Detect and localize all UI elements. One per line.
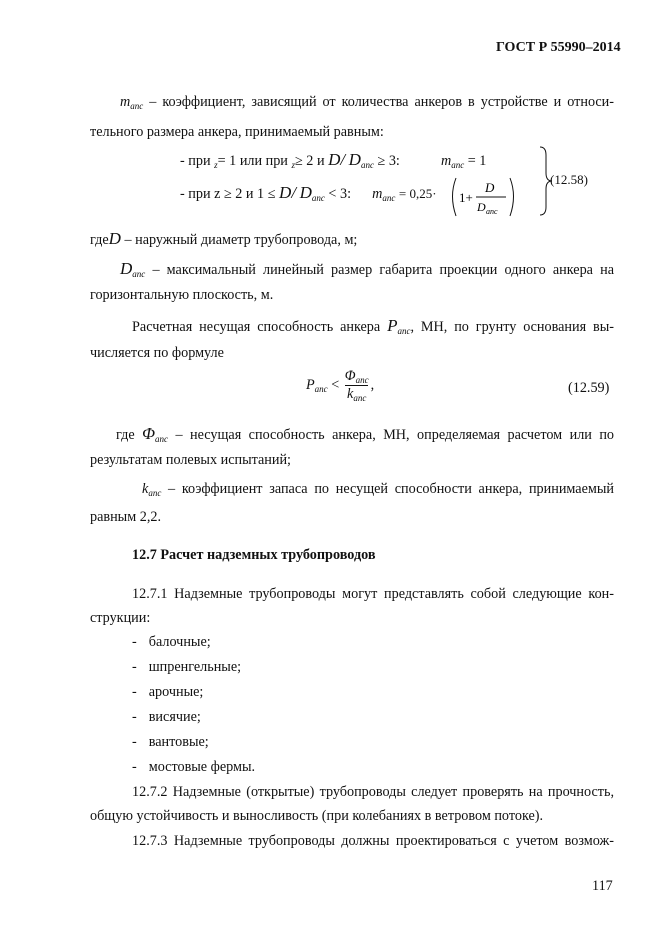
capacity-paragraph-line2: числяется по формуле (90, 345, 224, 361)
m-anc-definition-line2: тельного размера анкера, принимаемый равным: (90, 124, 384, 140)
formula-12-58-label: (12.58) (550, 172, 588, 187)
formula-12-59-label: (12.59) (568, 380, 610, 396)
clause-12-7-3-line1: 12.7.3 Надземные трубопроводы должны проектироваться с учетом возмож- (132, 833, 614, 849)
list-item: - вантовые; (132, 734, 209, 750)
where-D-line: гдеD – наружный диаметр трубопровода, м; (90, 229, 358, 248)
list-item: - балочные; (132, 634, 211, 650)
list-item: - мостовые фермы. (132, 759, 256, 775)
k-anc-definition-line1: $k_{anc}$ – коэффициент запаса по несущей способности анкера, принимаемый (142, 481, 614, 498)
formula-12-58-case1: - при $_z$= 1 или при $_z$≥ 2 и D/ $D_{anc} \ge 3$: $m_{anc} = 1$ (180, 150, 487, 170)
k-anc-definition-line2: равным 2,2. (90, 509, 162, 525)
where-Phi-line1: где $\Phi_{anc}$ – несущая способность анкера, МН, определяемая расчетом или по (116, 424, 615, 444)
clause-12-7-1-line1: 12.7.1 Надземные трубопроводы могут представлять собой следующие кон- (132, 586, 614, 602)
fraction-numerator: D (485, 180, 495, 195)
capacity-paragraph-line1: Расчетная несущая способность анкера $P_{anc}$, МН, по грунту основания вы- (132, 316, 614, 336)
D-anc-definition-line1: $D_{anc}$ – максимальный линейный размер габарита проекции одного анкера на (120, 259, 615, 279)
section-title: 12.7 Расчет надземных трубопроводов (132, 547, 376, 563)
clause-12-7-2-line1: 12.7.2 Надземные (открытые) трубопроводы следует проверять на прочность, (132, 784, 614, 800)
page-number: 117 (592, 878, 613, 894)
list-item: - висячие; (132, 709, 201, 725)
formula-12-59: $P_{anc}$ < $\frac{\Phi_{anc}}{k_{anc}}$ , (306, 368, 375, 403)
D-anc-definition-line2: горизонтальную плоскость, м. (90, 287, 274, 303)
clause-12-7-2-line2: общую устойчивость и выносливость (при колебаниях в ветровом потоке). (90, 808, 544, 824)
fraction-denominator-D: D (477, 200, 486, 214)
list-item: - шпренгельные; (132, 659, 242, 675)
formula-12-58-case2: - при z ≥ 2 и 1 ≤ D/ $D_{anc} < 3$: $m_{anc} = 0,25\cdot$ (180, 183, 437, 203)
formula-12-58-fraction (448, 176, 518, 220)
m-anc-definition-line1: $m_{anc}$ – коэффициент, зависящий от количества анкеров в устройстве и относи- (120, 94, 615, 111)
one-plus-text: 1+ (459, 190, 473, 205)
where-Phi-line2: результатам полевых испытаний; (90, 452, 291, 468)
clause-12-7-1-line2: струкции: (90, 610, 151, 626)
fraction-denominator-sub: anc (486, 207, 498, 216)
list-item: - арочные; (132, 684, 204, 700)
document-id: ГОСТ Р 55990–2014 (496, 40, 621, 55)
